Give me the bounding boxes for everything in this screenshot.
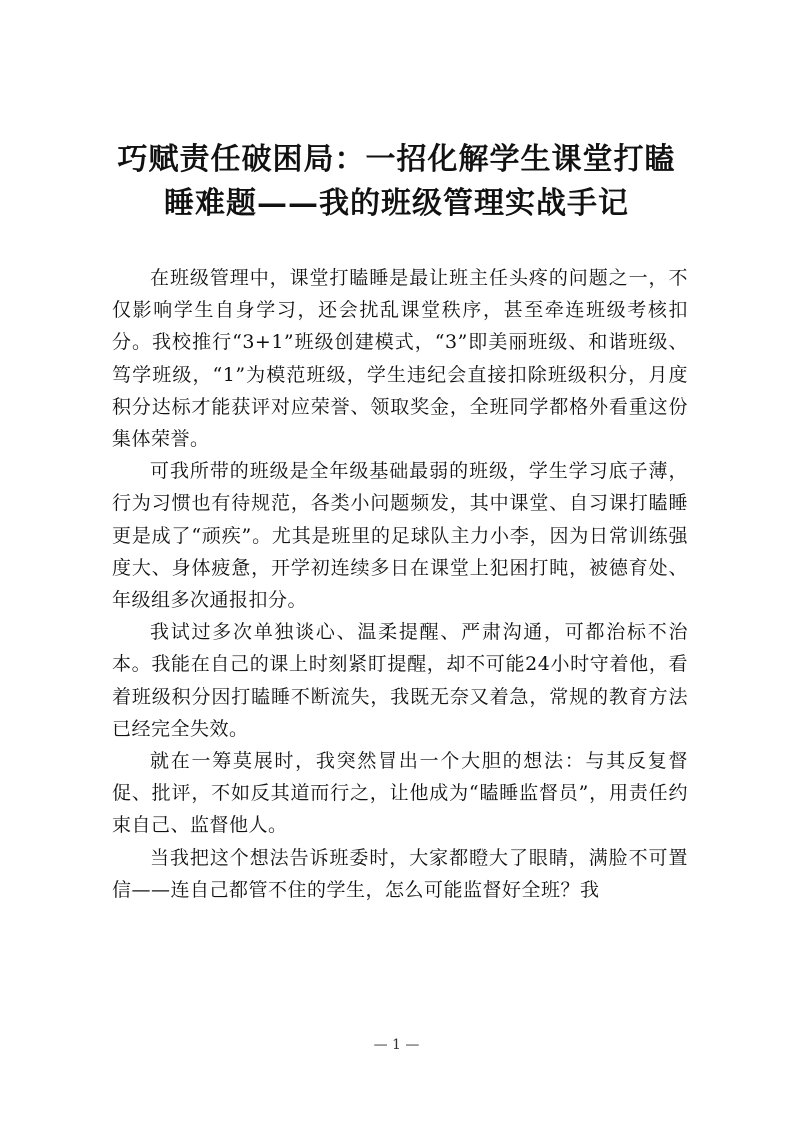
paragraph-4: 就在一筹莫展时，我突然冒出一个大胆的想法：与其反复督促、批评，不如反其道而行之，让他成为“瞌睡监督员”，用责任约束自己、监督他人。: [112, 750, 688, 837]
page-number: — 1 —: [373, 1037, 420, 1053]
title-line-2: 睡难题——我的班级管理实战手记: [164, 186, 629, 221]
paragraph-3: 我试过多次单独谈心、温柔提醒、严肃沟通，可都治标不治本。我能在自己的课上时刻紧盯提醒，却不可能24小时守着他，看着班级积分因打瞌睡不断流失，我既无奈又着急，常规的教育方法已经完全失效。: [112, 621, 688, 740]
document-body: [112, 262, 688, 906]
title-line-1: 巧赋责任破困局：一招化解学生课堂打瞌: [117, 142, 676, 177]
paragraph-2: 可我所带的班级是全年级基础最弱的班级，学生学习底子薄，行为习惯也有待规范，各类小问题频发，其中课堂、自习课打瞌睡更是成了“顽疾”。尤其是班里的足球队主力小李，因为日常训练强度大、身体疲惫，开学初连续多日在课堂上犯困打盹，被德育处、年级组多次通报扣分。: [112, 460, 688, 612]
paragraph-1: 在班级管理中，课堂打瞌睡是最让班主任头疼的问题之一，不仅影响学生自身学习，还会扰乱课堂秩序，甚至牵连班级考核扣分。我校推行“3+1”班级创建模式，“3”即美丽班级、和谐班级、笃学班级，“1”为模范班级，学生违纪会直接扣除班级积分，月度积分达标才能获评对应荣誉、领取奖金，全班同学都格外看重这份集体荣誉。: [112, 267, 688, 451]
paragraph-5: 当我把这个想法告诉班委时，大家都瞪大了眼睛，满脸不可置信——连自己都管不住的学生，怎么可能监督好全班？我: [112, 846, 688, 901]
document-title: [90, 138, 703, 226]
